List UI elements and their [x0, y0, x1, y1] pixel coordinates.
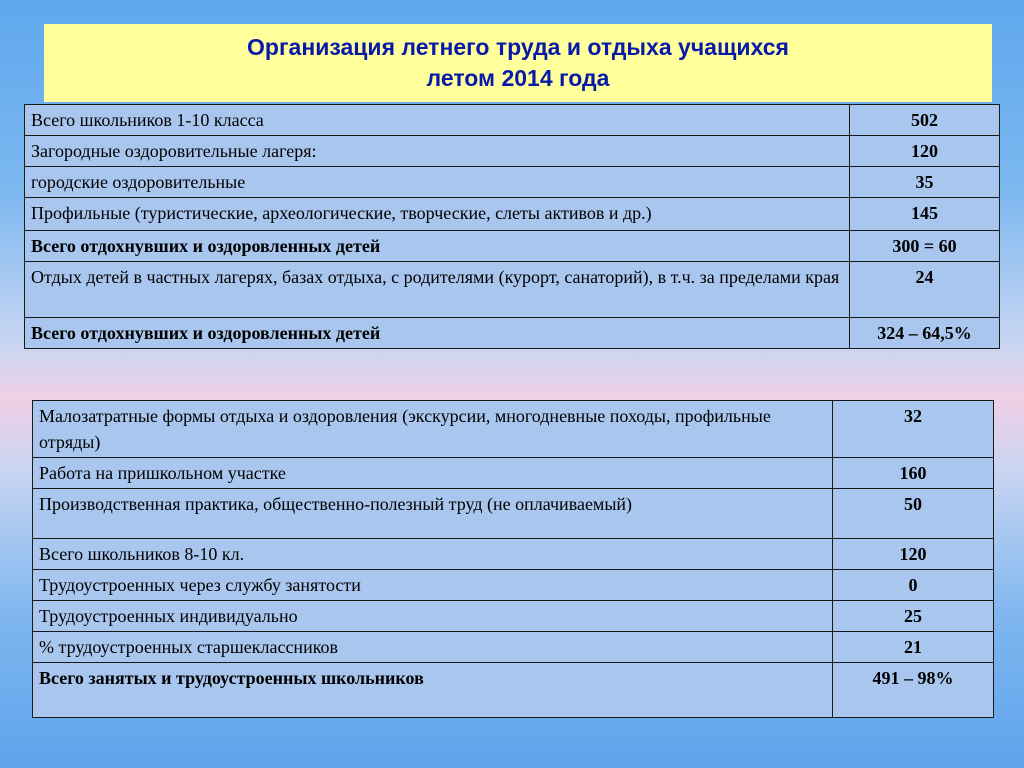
row-value: 160 — [833, 458, 994, 489]
table-row — [33, 663, 994, 718]
table-row — [25, 198, 1000, 231]
row-label: Производственная практика, общественно-полезный труд (не оплачиваемый) — [33, 489, 833, 539]
table-row — [33, 458, 994, 489]
row-value-total: 491 – 98% — [833, 663, 994, 718]
page-title-line-1: Организация летнего труда и отдыха учащихся — [247, 34, 789, 60]
row-label: Малозатратные формы отдыха и оздоровления (экскурсии, многодневные походы, профильные отряды) — [33, 401, 833, 458]
row-label: Профильные (туристические, археологические, творческие, слеты активов и др.) — [25, 198, 850, 231]
row-label-total: Всего отдохнувших и оздоровленных детей — [25, 318, 850, 349]
row-label-total: Всего отдохнувших и оздоровленных детей — [25, 231, 850, 262]
row-label: Всего школьников 8-10 кл. — [33, 539, 833, 570]
employment-table — [32, 400, 994, 718]
table-row — [33, 632, 994, 663]
row-value: 120 — [850, 136, 1000, 167]
row-label: % трудоустроенных старшеклассников — [33, 632, 833, 663]
row-label: Трудоустроенных через службу занятости — [33, 570, 833, 601]
row-label: Трудоустроенных индивидуально — [33, 601, 833, 632]
row-label: Всего школьников 1-10 класса — [25, 105, 850, 136]
table-row — [33, 401, 994, 458]
row-label: Загородные оздоровительные лагеря: — [25, 136, 850, 167]
table-row — [33, 489, 994, 539]
row-value: 120 — [833, 539, 994, 570]
table-row — [33, 601, 994, 632]
row-value: 0 — [833, 570, 994, 601]
row-value-total: 300 = 60 — [850, 231, 1000, 262]
row-label: Работа на пришкольном участке — [33, 458, 833, 489]
row-label: Отдых детей в частных лагерях, базах отдыха, с родителями (курорт, санаторий), в т.ч. за пределами края — [25, 262, 850, 318]
row-value: 25 — [833, 601, 994, 632]
table-row — [33, 539, 994, 570]
row-value: 35 — [850, 167, 1000, 198]
row-value-total: 324 – 64,5% — [850, 318, 1000, 349]
table-row — [25, 318, 1000, 349]
page-title-line-2: летом 2014 года — [426, 65, 610, 91]
table-row — [25, 231, 1000, 262]
row-value: 32 — [833, 401, 994, 458]
title-banner — [44, 24, 992, 102]
row-value: 502 — [850, 105, 1000, 136]
table-row — [25, 136, 1000, 167]
table-row — [25, 262, 1000, 318]
table-row — [25, 167, 1000, 198]
table-row — [33, 570, 994, 601]
recreation-table — [24, 104, 1000, 349]
row-label-total: Всего занятых и трудоустроенных школьников — [33, 663, 833, 718]
row-label: городские оздоровительные — [25, 167, 850, 198]
row-value: 21 — [833, 632, 994, 663]
table-row — [25, 105, 1000, 136]
row-value: 50 — [833, 489, 994, 539]
row-value: 145 — [850, 198, 1000, 231]
row-value: 24 — [850, 262, 1000, 318]
